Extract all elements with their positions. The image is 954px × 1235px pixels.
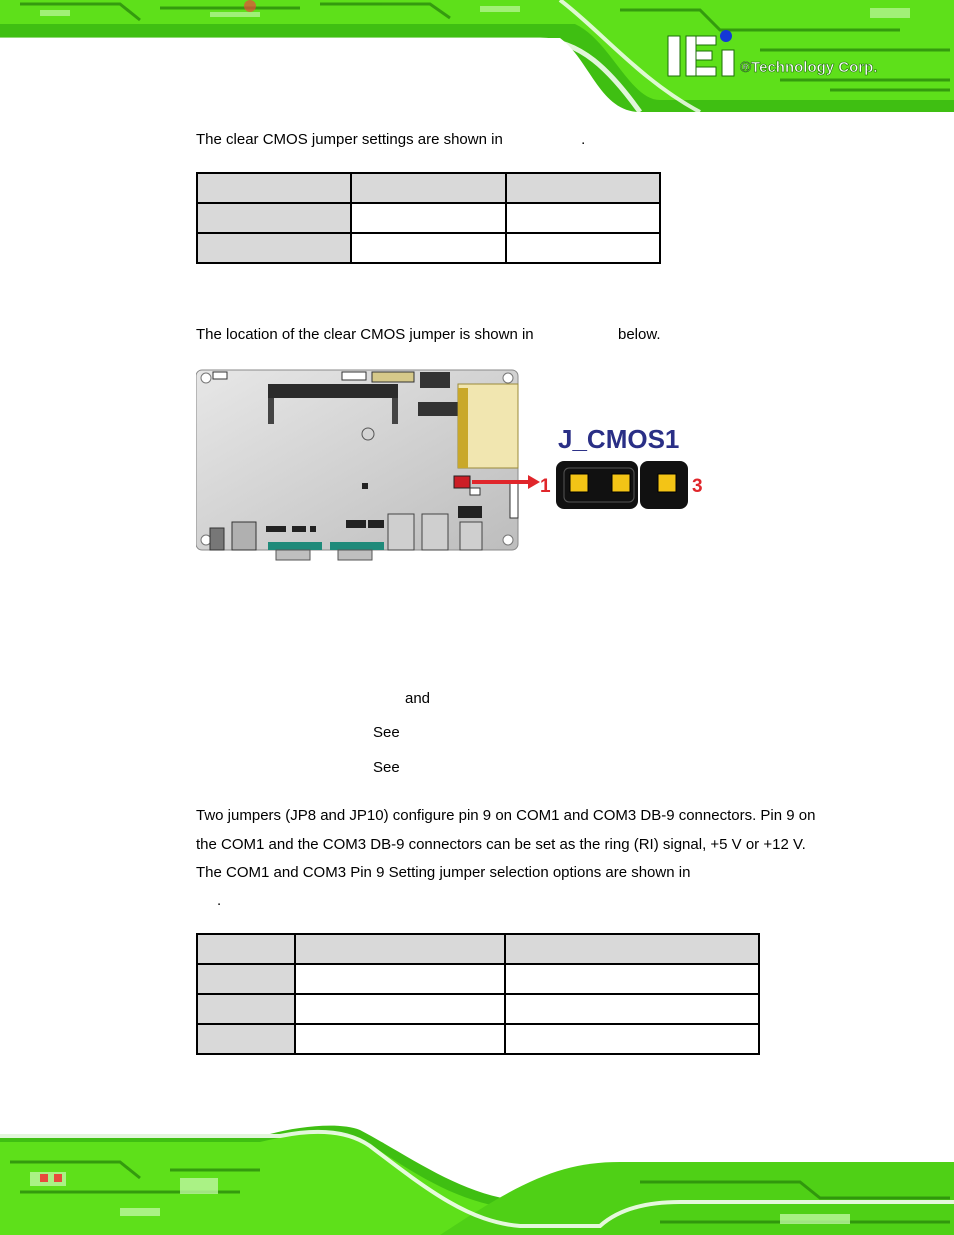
table-row [197,964,759,994]
com-pin9-paragraph [196,802,826,888]
com-pin9-settings-table [196,933,760,1055]
com-pin9-paragraph-text: Two jumpers (JP8 and JP10) configure pin 9 on COM1 and COM3 DB-9 connectors. Pin 9 on the COM1 and the COM3 DB-9 connectors can be set as the ring (RI) signal, +5 V or +12 V. The COM1 and COM3 Pin 9 Setting jumper selection options are shown in [196,807,816,881]
svg-text:3: 3 [692,476,703,497]
svg-text:®Technology Corp.: ®Technology Corp. [740,59,878,76]
footer-banner [0,1122,954,1235]
clear-cmos-jumper-location-figure [196,368,716,563]
fragment-see: See [373,724,400,741]
cmos-location-sentence: The location of the clear CMOS jumper is shown in [196,326,534,343]
cmos-settings-intro-text: The clear CMOS jumper settings are shown in [196,131,503,148]
table-row [197,203,660,233]
header-banner [0,0,954,112]
clear-cmos-settings-table [196,172,661,264]
motherboard-image [196,368,716,563]
jumper-label: J_CMOS1 [558,424,680,454]
table-row [197,1024,759,1054]
svg-text:1: 1 [540,476,551,497]
fragment-see: See [373,759,400,776]
table-header-row [197,934,759,964]
com-pin9-paragraph-end: . [217,892,222,909]
cmos-settings-intro [196,130,585,150]
circuit-board-footer-graphic [0,1122,954,1235]
table-header-row [197,173,660,203]
cmos-location-text [196,325,661,345]
table-row [197,994,759,1024]
fragment-and: and [405,690,431,707]
cmos-location-end: below. [618,326,661,343]
circuit-board-header-graphic [0,0,954,112]
cmos-settings-intro-end: . [581,131,586,148]
table-row [197,233,660,263]
